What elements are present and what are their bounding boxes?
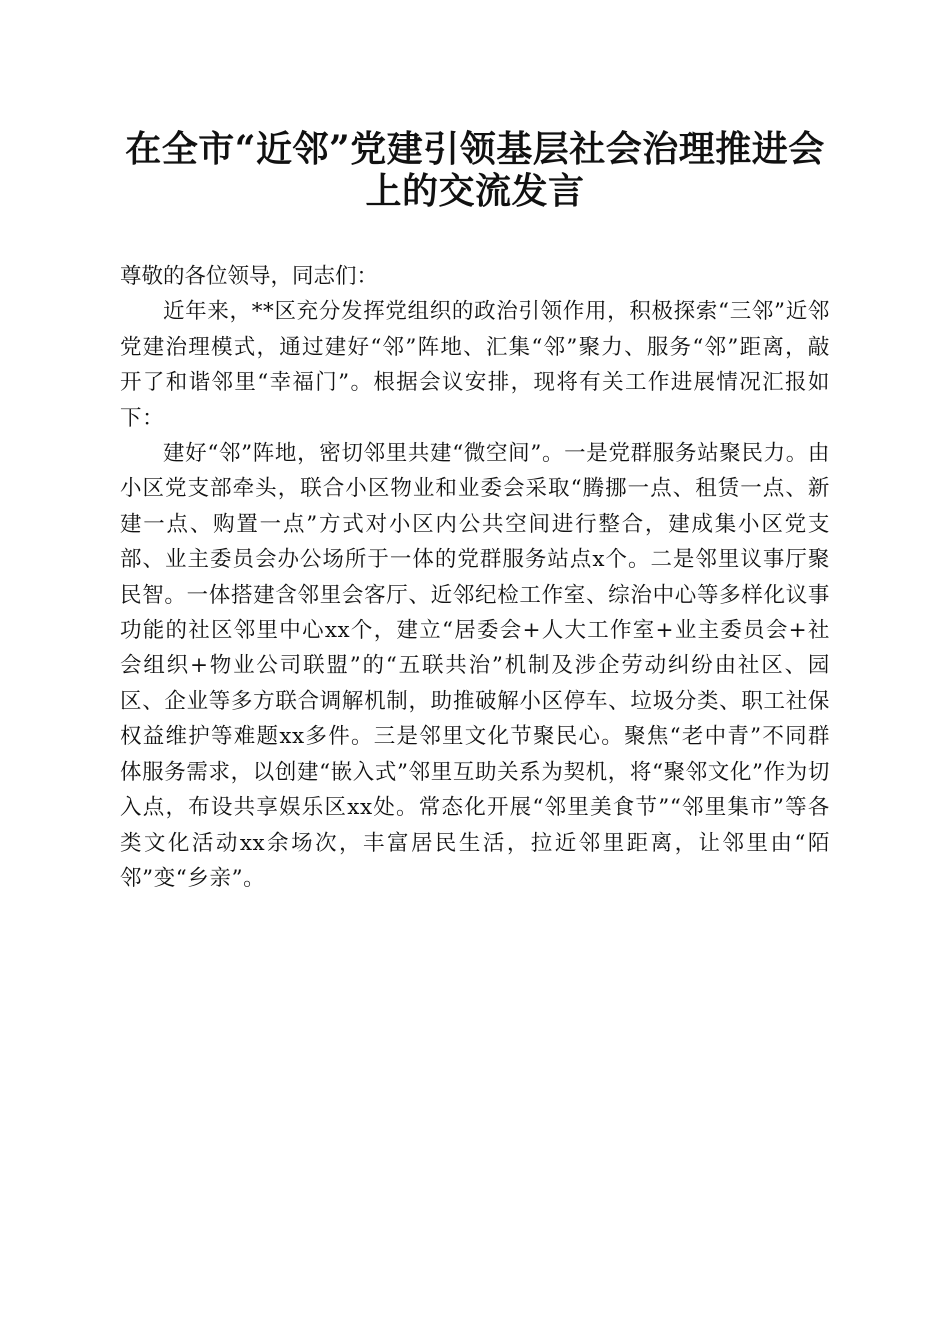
document-page	[120, 128, 830, 896]
salutation: 尊敬的各位领导，同志们：	[120, 264, 379, 289]
document-title	[120, 128, 830, 212]
paragraph-intro: 近年来，**区充分发挥党组织的政治引领作用，积极探索“三邻”近邻党建治理模式，通过建好“邻”阵地、汇集“邻”聚力、服务“邻”距离，敲开了和谐邻里“幸福门”。根据会议安排，现将有关工作进展情况汇报如下：	[120, 299, 830, 431]
title-line-2: 上的交流发言	[365, 170, 585, 212]
title-line-1: 在全市“近邻”党建引领基层社会治理推进会	[125, 128, 825, 170]
paragraph-body: 建好“邻”阵地，密切邻里共建“微空间”。一是党群服务站聚民力。由小区党支部牵头，联合小区物业和业委会采取“腾挪一点、租赁一点、新建一点、购置一点”方式对小区内公共空间进行整合，建成集小区党支部、业主委员会办公场所于一体的党群服务站点x个。二是邻里议事厅聚民智。一体搭建含邻里会客厅、近邻纪检工作室、综治中心等多样化议事功能的社区邻里中心xx个，建立“居委会+人大工作室+业主委员会+社会组织+物业公司联盟”的“五联共治”机制及涉企劳动纠纷由社区、园区、企业等多方联合调解机制，助推破解小区停车、垃圾分类、职工社保权益维护等难题xx多件。三是邻里文化节聚民心。聚焦“老中青”不同群体服务需求，以创建“嵌入式”邻里互助关系为契机，将“聚邻文化”作为切入点，布设共享娱乐区xx处。常态化开展“邻里美食节”“邻里集市”等各类文化活动xx余场次，丰富居民生活，拉近邻里距离，让邻里由“陌邻”变“乡亲”。	[120, 441, 830, 891]
